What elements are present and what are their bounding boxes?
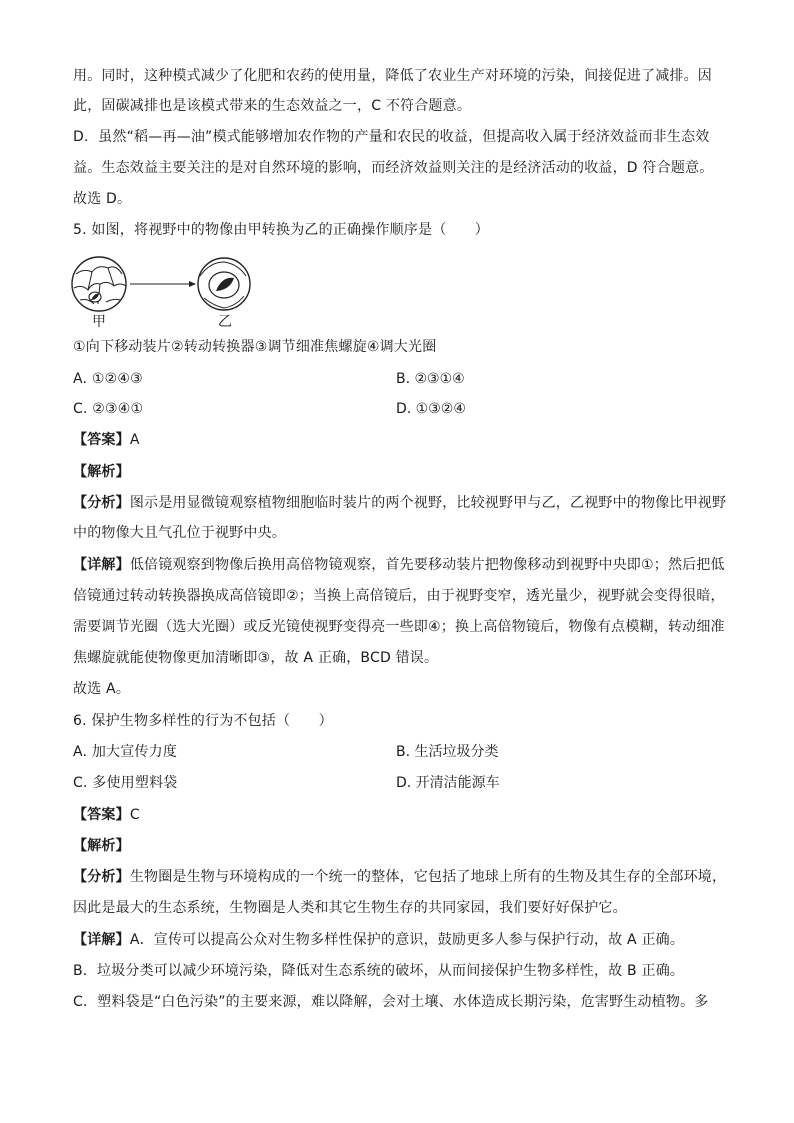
question-5-option-c: C. ②③④① [73,401,144,417]
question-5-steps: ①向下移动装片②转动转换器③调节细准焦螺旋④调大光圈 [73,339,437,355]
text-line: 用。同时，这种模式减少了化肥和农药的使用量，降低了农业生产对环境的污染，间接促进了减排。因 [73,68,712,84]
analysis-tag: 【解析】 [73,838,130,854]
question-6-answer [73,805,723,825]
fenxi-text: 生物圈是生物与环境构成的一个统一的整体，它包括了地球上所有的生物及其生存的全部环境， [129,869,727,885]
question-5-option-a: A. ①②④③ [73,371,143,387]
fenxi-line: 中的物像大且气孔位于视野中央。 [73,525,286,541]
question-5-option-b: B. ②③①④ [396,371,465,387]
question-6-option-a: A. 加大宣传力度 [73,744,178,760]
xiangjie-text: 低倍镜观察到物像后换用高倍物镜观察，首先要移动装片把物像移动到视野中央即①；然后把低 [129,557,725,573]
xiangjie-line [73,555,723,575]
field-yi-view [198,258,250,310]
text-line: D．虽然“稻—再—油”模式能够增加农作物的产量和农民的收益，但提高收入属于经济效益而非生态效 [73,129,710,145]
question-5-answer [73,430,723,450]
xiangjie-line [73,930,723,950]
answer-value: C [129,807,140,823]
field-jia-view [72,257,126,311]
figure-label-jia: 甲 [92,314,106,330]
xiangjie-tag: 【详解】 [73,557,130,573]
text-line: 故选 D。 [73,191,132,207]
answer-value: A [129,432,140,448]
conclusion-line: 故选 A。 [73,681,131,697]
text-line: 此，固碳减排也是该模式带来的生态效益之一，C 不符合题意。 [73,98,472,114]
answer-tag: 【答案】 [73,432,130,448]
analysis-tag: 【解析】 [73,464,130,480]
fenxi-tag: 【分析】 [73,869,130,885]
question-6-stem: 6. 保护生物多样性的行为不包括（ ） [73,713,333,729]
xiangjie-tag: 【详解】 [73,932,130,948]
xiangjie-line: 焦螺旋就能使物像更加清晰即③，故 A 正确，BCD 错误。 [73,650,439,666]
question-5-stem: 5. 如图，将视野中的物像由甲转换为乙的正确操作顺序是（ ） [73,222,490,238]
figure-label-yi: 乙 [218,314,232,330]
fenxi-tag: 【分析】 [73,495,130,511]
xiangjie-line: 需要调节光圈（选大光圈）或反光镜使视野变得亮一些即④；换上高倍物镜后，物像有点模糊，转动细准 [73,619,725,635]
fenxi-text: 图示是用显微镜观察植物细胞临时装片的两个视野，比较视野甲与乙，乙视野中的物像比甲视野 [129,495,727,511]
question-6-option-b: B. 生活垃圾分类 [396,744,499,760]
fenxi-line [73,493,727,513]
xiangjie-line: 倍镜通过转动转换器换成高倍镜即②；当换上高倍镜后，由于视野变窄，透光量少，视野就会变得很暗， [73,588,725,604]
text-line: 益。生态效益主要关注的是对自然环境的影响，而经济效益则关注的是经济活动的收益，D 符合题意。 [73,160,714,176]
microscope-field-figure [70,254,270,332]
question-6-option-c: C. 多使用塑料袋 [73,775,178,791]
xiangjie-text: A．宣传可以提高公众对生物多样性保护的意识，鼓励更多人参与保护行动，故 A 正确。 [129,932,685,948]
xiangjie-line: B．垃圾分类可以减少环境污染，降低对生态系统的破坏，从而间接保护生物多样性，故 B 正确。 [73,963,685,979]
fenxi-line: 因此是最大的生态系统，生物圈是人类和其它生物生存的共同家园，我们要好好保护它。 [73,900,627,916]
answer-tag: 【答案】 [73,807,130,823]
question-6-option-d: D. 开清洁能源车 [396,775,500,791]
fenxi-line [73,867,727,887]
xiangjie-line: C．塑料袋是“白色污染”的主要来源，难以降解，会对土壤、水体造成长期污染，危害野生动植物。多 [73,994,709,1010]
question-5-option-d: D. ①③②④ [396,401,466,417]
